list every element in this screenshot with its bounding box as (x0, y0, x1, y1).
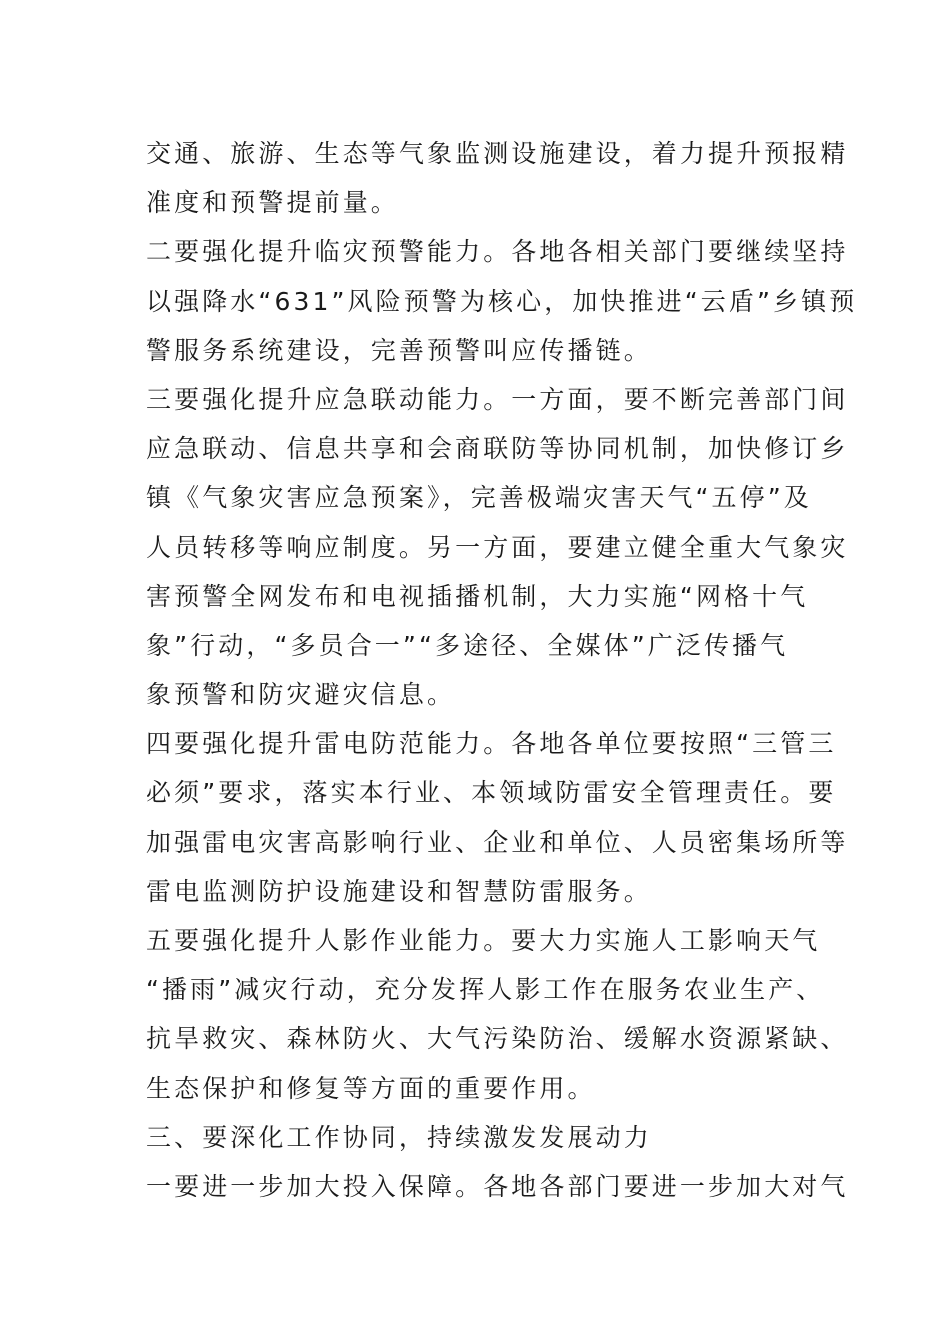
text-line: 一要进一步加大投入保障。各地各部门要进一步加大对气 (146, 1171, 849, 1201)
text-line: 三要强化提升应急联动能力。一方面，要不断完善部门间 (146, 384, 849, 414)
text-line: 四要强化提升雷电防范能力。各地各单位要按照“三管三 (146, 729, 837, 759)
text-line: 以强降水“631”风险预警为核心，加快推进“云盾”乡镇预 (146, 286, 858, 316)
text-line: 五要强化提升人影作业能力。要大力实施人工影响天气 (146, 926, 821, 955)
text-line: 象预警和防灾避灾信息。 (146, 680, 456, 710)
text-line: 害预警全网发布和电视插播机制，大力实施“网格十气 (146, 581, 809, 611)
text-line: “播雨”减灾行动，充分发挥人影工作在服务农业生产、 (146, 975, 825, 1005)
text-line: 警服务系统建设，完善预警叫应传播链。 (146, 335, 652, 365)
text-line: 准度和预警提前量。 (146, 188, 399, 218)
body-text (146, 129, 858, 1211)
text-line: 抗旱救灾、森林防火、大气污染防治、缓解水资源紧缺、 (146, 1024, 849, 1054)
text-line: 象”行动，“多员合一”“多途径、全媒体”广泛传播气 (146, 630, 789, 660)
text-line: 二要强化提升临灾预警能力。各地各相关部门要继续坚持 (146, 237, 849, 267)
text-line: 生态保护和修复等方面的重要作用。 (146, 1073, 596, 1103)
text-line: 镇《气象灾害应急预案》，完善极端灾害天气“五停”及 (146, 483, 812, 513)
text-line: 必须”要求，落实本行业、本领域防雷安全管理责任。要 (146, 778, 837, 808)
text-line: 雷电监测防护设施建设和智慧防雷服务。 (146, 876, 652, 906)
text-line: 交通、旅游、生态等气象监测设施建设，着力提升预报精 (146, 139, 849, 168)
text-line: 加强雷电灾害高影响行业、企业和单位、人员密集场所等 (146, 827, 849, 857)
text-line: 应急联动、信息共享和会商联防等协同机制，加快修订乡 (146, 434, 849, 464)
text-line: 人员转移等响应制度。另一方面，要建立健全重大气象灾 (146, 532, 849, 562)
section-heading: 三、要深化工作协同，持续激发发展动力 (146, 1122, 652, 1152)
